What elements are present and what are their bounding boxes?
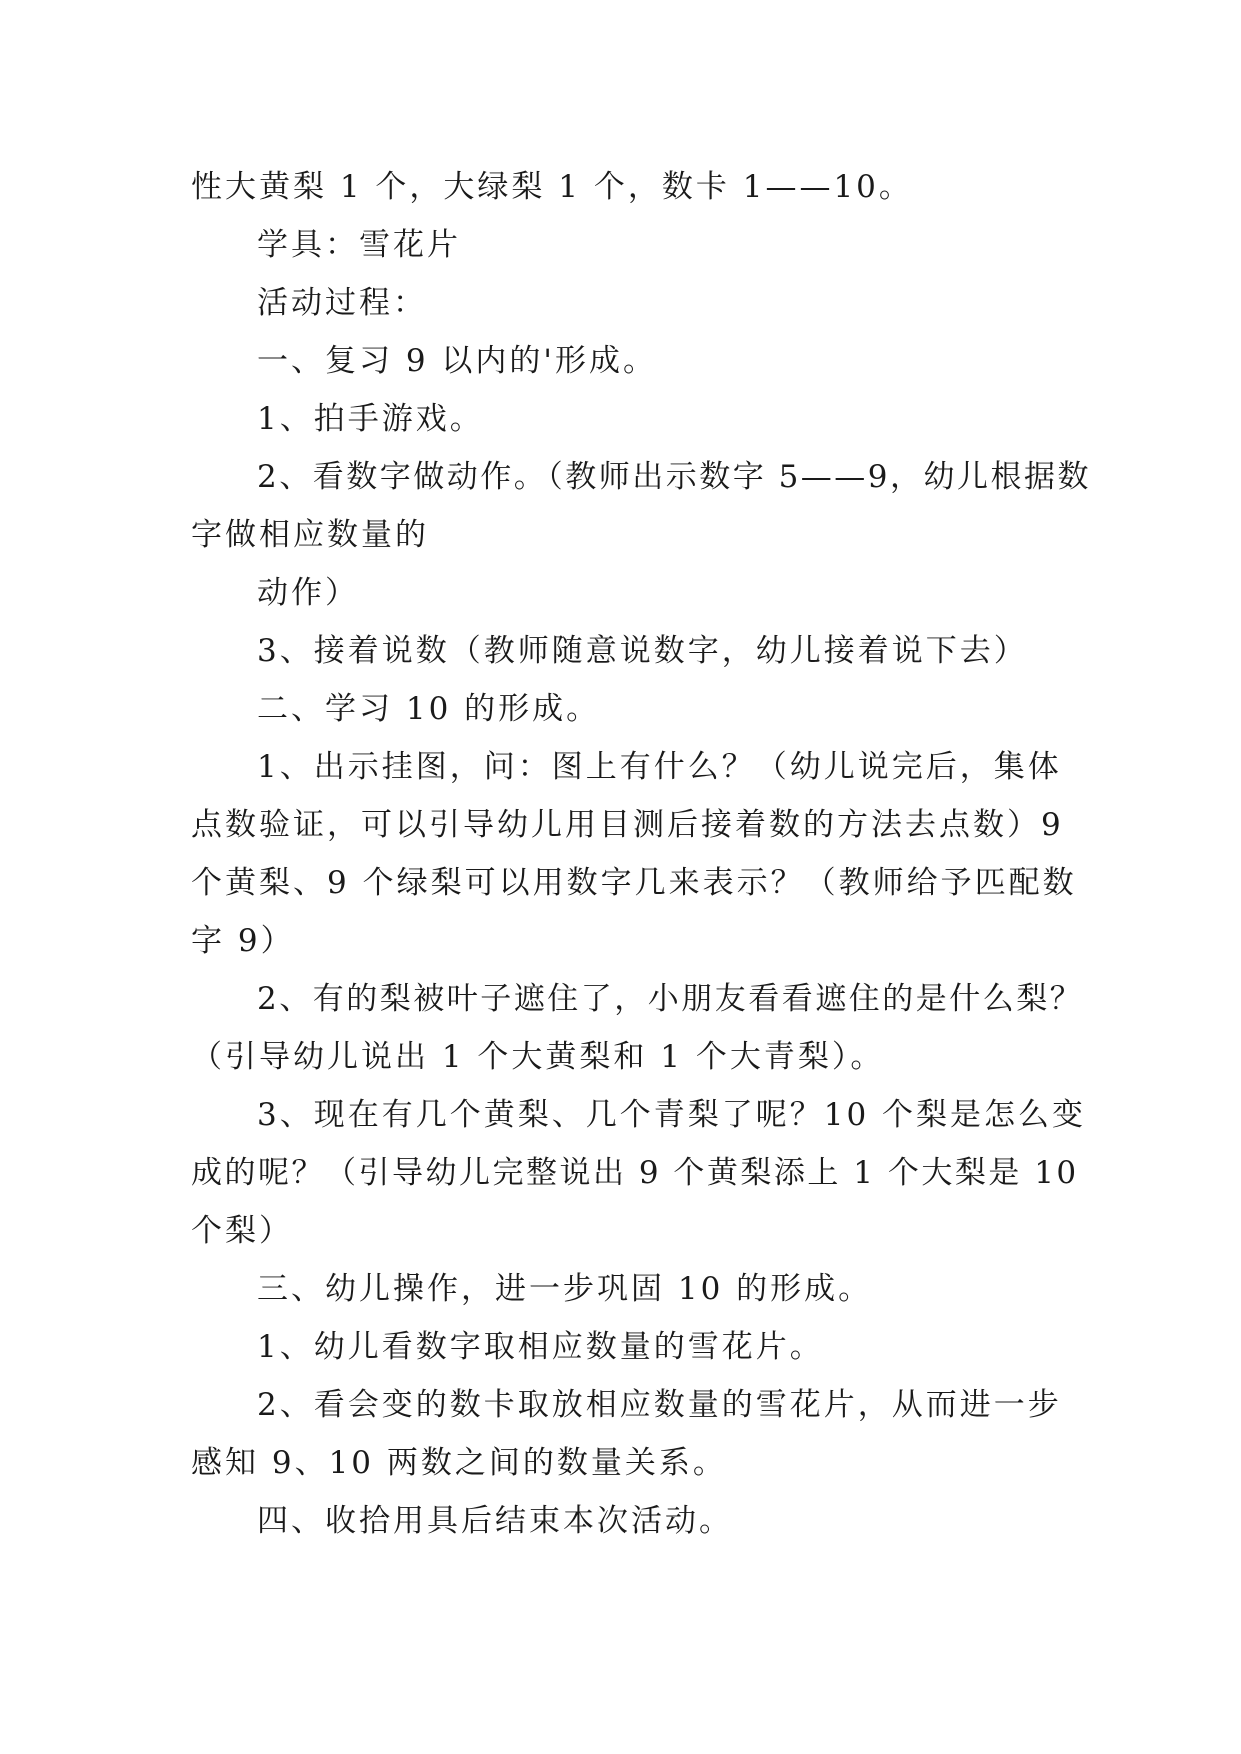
text-line: 学具：雪花片: [257, 227, 461, 263]
text-line: 3、接着说数（教师随意说数字，幼儿接着说下去）: [257, 633, 1028, 669]
text-line: 字 9）: [191, 923, 295, 959]
text-line: 成的呢？（引导幼儿完整说出 9 个黄梨添上 1 个大梨是 10: [191, 1155, 1079, 1191]
text-line: 2、看会变的数卡取放相应数量的雪花片，从而进一步: [257, 1387, 1062, 1423]
text-line: 个黄梨、9 个绿梨可以用数字几来表示？（教师给予匹配数: [191, 865, 1077, 901]
text-line: 2、看数字做动作。（教师出示数字 5——9，幼儿根据数: [257, 459, 1092, 495]
text-line: 个梨）: [191, 1213, 293, 1249]
text-line: 1、拍手游戏。: [257, 401, 484, 437]
text-line: 三、幼儿操作，进一步巩固 10 的形成。: [257, 1271, 873, 1307]
text-line: 3、现在有几个黄梨、几个青梨了呢？10 个梨是怎么变: [257, 1097, 1087, 1133]
text-line: 点数验证，可以引导幼儿用目测后接着数的方法去点数）9: [191, 807, 1064, 843]
text-line: 一、复习 9 以内的'形成。: [257, 343, 657, 379]
text-line: 动作）: [257, 575, 359, 611]
text-line: 1、幼儿看数字取相应数量的雪花片。: [257, 1329, 824, 1365]
text-line: 四、收拾用具后结束本次活动。: [257, 1503, 733, 1539]
text-line: 性大黄梨 1 个，大绿梨 1 个，数卡 1——10。: [191, 169, 913, 205]
text-line: 字做相应数量的: [191, 517, 429, 553]
text-line: 1、出示挂图，问：图上有什么？（幼儿说完后，集体: [257, 749, 1062, 785]
text-line: 活动过程：: [257, 285, 427, 321]
text-line: 二、学习 10 的形成。: [257, 691, 601, 727]
text-line: （引导幼儿说出 1 个大黄梨和 1 个大青梨）。: [191, 1039, 885, 1075]
text-line: 感知 9、10 两数之间的数量关系。: [191, 1445, 727, 1481]
text-line: 2、有的梨被叶子遮住了，小朋友看看遮住的是什么梨？: [257, 981, 1084, 1017]
